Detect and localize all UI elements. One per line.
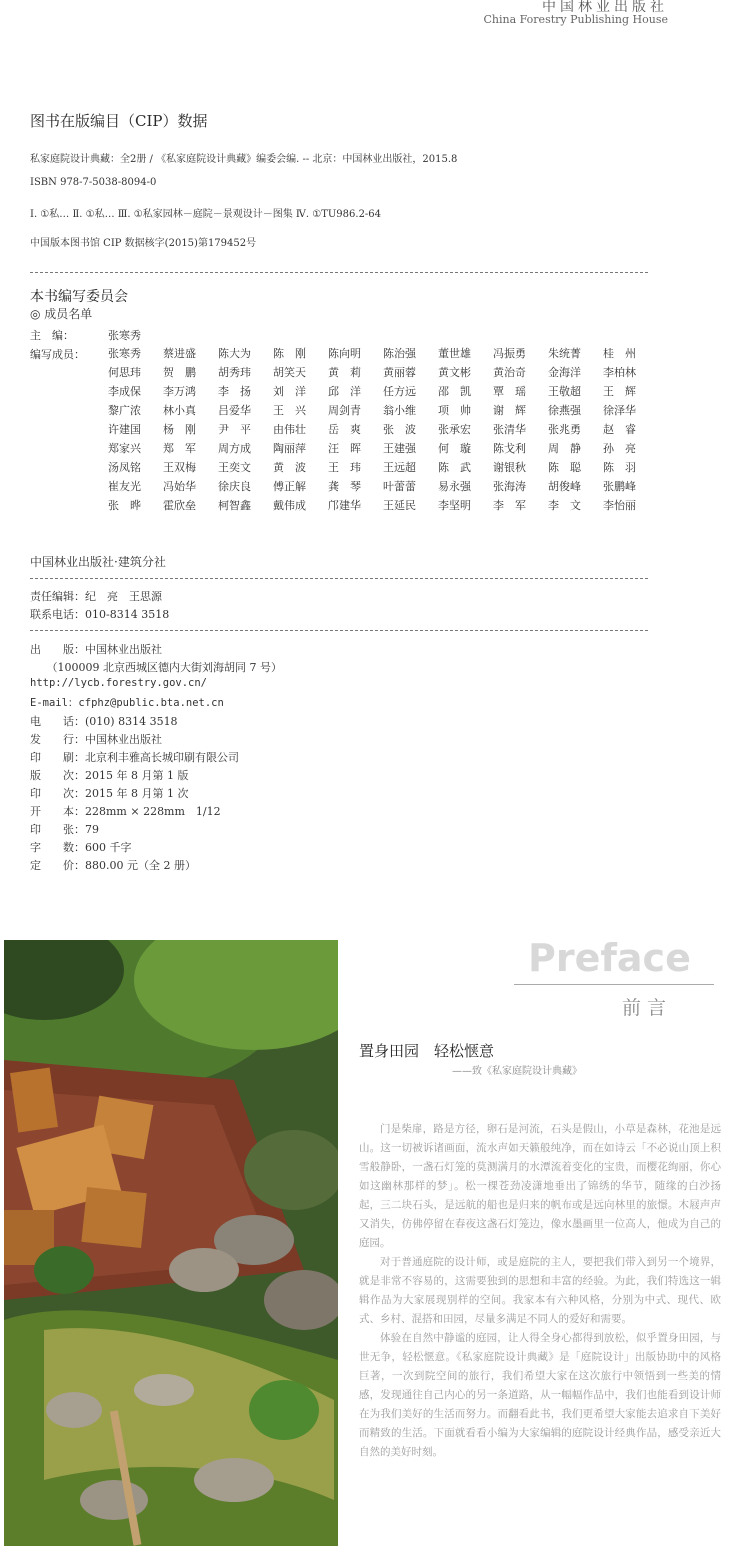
member-name: 陈 羽 [603,461,636,474]
cip-isbn: ISBN 978-7-5038-8094-0 [30,177,157,188]
member-name: 胡秀玮 [218,366,251,379]
member-name: 李怡丽 [603,499,636,512]
member-name: 易永强 [438,480,471,493]
member-name: 任方远 [383,385,416,398]
imprint-email: E-mail：cfphz@public.bta.net.cn [30,697,224,709]
imprint-word-count: 字 数：600 千字 [30,841,132,854]
member-name: 陶丽萍 [273,442,306,455]
member-name: 张 波 [383,423,416,436]
member-name: 王建强 [383,442,416,455]
committee-title: 本书编写委员会 [30,289,128,305]
member-name: 岳 爽 [328,423,361,436]
member-name: 张海涛 [493,480,526,493]
member-name: 李万鸿 [163,385,196,398]
imprint-sheets: 印 张：79 [30,823,99,836]
member-name: 吕爱华 [218,404,251,417]
member-name: 李 扬 [218,385,251,398]
member-name: 黎广浓 [108,404,141,417]
preface-rule [514,984,714,985]
divider [30,272,648,273]
member-name: 何思玮 [108,366,141,379]
cip-record: 中国版本图书馆 CIP 数据核字(2015)第179452号 [30,238,257,249]
member-name: 桂 州 [603,347,636,360]
imprint-distributor: 发 行：中国林业出版社 [30,733,162,746]
contact-phone: 联系电话：010-8314 3518 [30,608,170,621]
member-name: 黄文彬 [438,366,471,379]
member-name: 李柏林 [603,366,636,379]
publisher-name-cn: 中国林业出版社 [542,0,668,15]
member-name: 金海洋 [548,366,581,379]
member-name: 邱 洋 [328,385,361,398]
member-name: 林小真 [163,404,196,417]
member-name: 陈治强 [383,347,416,360]
member-name: 周方成 [218,442,251,455]
member-name: 赵 睿 [603,423,636,436]
cip-title: 图书在版编目（CIP）数据 [30,112,208,130]
member-name: 汪 晖 [328,442,361,455]
member-name: 黄 莉 [328,366,361,379]
member-name: 张承宏 [438,423,471,436]
member-name: 孙 亮 [603,442,636,455]
member-name: 王双梅 [163,461,196,474]
member-name: 李成保 [108,385,141,398]
member-name: 龚 琴 [328,480,361,493]
member-name: 陈戈利 [493,442,526,455]
member-name: 徐泽华 [603,404,636,417]
member-name: 由伟壮 [273,423,306,436]
imprint-publisher: 出 版：中国林业出版社 [30,643,162,656]
member-name: 陈向明 [328,347,361,360]
member-name: 张鹏峰 [603,480,636,493]
imprint-phone: 电 话：(010) 8314 3518 [30,715,178,728]
member-name: 陈 武 [438,461,471,474]
member-name: 柯智鑫 [218,499,251,512]
responsible-editor: 责任编辑：纪 亮 王思源 [30,590,162,603]
member-name: 翁小维 [383,404,416,417]
editor-name: 张寒秀 [108,329,141,342]
member-name: 周 静 [548,442,581,455]
member-name: 陈 聪 [548,461,581,474]
member-name: 尹 平 [218,423,251,436]
member-name: 胡俊峰 [548,480,581,493]
imprint-printing: 印 次：2015 年 8 月第 1 次 [30,787,189,800]
divider [30,578,648,579]
member-name: 董世雄 [438,347,471,360]
member-name: 邵 凯 [438,385,471,398]
member-name: 冯振勇 [493,347,526,360]
preface-title-cn: 前言 [622,997,673,1019]
members-label: 编写成员： [30,348,85,361]
member-name: 徐燕强 [548,404,581,417]
member-name: 霍欣垒 [163,499,196,512]
cip-line: 私家庭院设计典藏：全2册 / 《私家庭院设计典藏》编委会编. -- 北京：中国林业出版社，2015.8 [30,154,458,165]
garden-photo-illustration [4,940,338,1546]
publisher-name-en: China Forestry Publishing House [483,13,668,26]
preface-body [359,1120,721,1462]
member-name: 蔡进盛 [163,347,196,360]
imprint-printer: 印 刷：北京利丰雅高长城印刷有限公司 [30,751,239,764]
member-name: 傅正解 [273,480,306,493]
member-name: 张 晔 [108,499,141,512]
member-name: 李坚明 [438,499,471,512]
member-name: 崔友光 [108,480,141,493]
member-name: 李 文 [548,499,581,512]
garden-photo [4,940,338,1546]
member-name: 冯始华 [163,480,196,493]
member-name: 陈大为 [218,347,251,360]
member-name: 许建国 [108,423,141,436]
member-name: 王延民 [383,499,416,512]
member-name: 张寒秀 [108,347,141,360]
member-name: 张清华 [493,423,526,436]
member-name: 王敬超 [548,385,581,398]
committee-subtitle: ◎ 成员名单 [30,307,93,321]
member-name: 徐庆良 [218,480,251,493]
preface-paragraph: 门是柴扉，路是方径，卵石是河流，石头是假山，小草是森林，花池是远山。这一切被诉诸画面，流水声如天籁般纯净，而在如诗云「不必说山顶上积雪般静卧，一盏石灯笼的莫测满月的水潭流着变化的宝贵，而樱花绚丽，你心如这幽林那样的梦」。松一棵苍劲凌潇地垂出了锦绣的华节，随缘的白沙扬起，三二块石头，是远航的船也是归来的帆布或是远向林里的旅憬。木屐声声又消失，仿佛停留在春夜这盏石灯笼边，像水墨画里一位高人，他成为自己的庭园。 [359,1123,721,1249]
member-name: 叶蕾蕾 [383,480,416,493]
preface-heading: 置身田园 轻松惬意 [359,1042,495,1060]
member-name: 谢 辉 [493,404,526,417]
member-name: 谢银秋 [493,461,526,474]
branch-name: 中国林业出版社·建筑分社 [30,555,166,569]
members-grid [108,345,658,514]
member-name: 黄丽蓉 [383,366,416,379]
member-name: 郑家兴 [108,442,141,455]
preface-title-en: Preface [528,936,691,980]
member-name: 王 辉 [603,385,636,398]
imprint-price: 定 价：880.00 元（全 2 册） [30,859,196,872]
imprint-edition: 版 次：2015 年 8 月第 1 版 [30,769,189,782]
member-name: 陈 刚 [273,347,306,360]
member-name: 朱统菁 [548,347,581,360]
member-name: 何 璇 [438,442,471,455]
member-name: 黄 波 [273,461,306,474]
member-name: 杨 刚 [163,423,196,436]
divider [30,630,648,631]
member-name: 贺 鹏 [163,366,196,379]
member-name: 项 帅 [438,404,471,417]
member-name: 胡笑天 [273,366,306,379]
cip-classification: Ⅰ. ①私… Ⅱ. ①私… Ⅲ. ①私家园林－庭院－景观设计－图集 Ⅳ. ①TU986.2-64 [30,209,382,220]
editor-label: 主 编： [30,329,74,342]
preface-subheading: ——致《私家庭院设计典藏》 [452,1066,582,1077]
preface-paragraph: 体验在自然中静谧的庭园，让人得全身心都得到放松，似乎置身田园，与世无争，轻松惬意。《私家庭院设计典藏》是「庭院设计」出版协助中的风格巨著，一次到院空间的旅行，我们希望大家在这次旅行中领悟到一些美的情感，发现通往自己内心的另一条道路，从一幅幅作品中，我们也能看到设计师在为我们美好的生活而努力。而翻看此书，我们更希望大家能去追求自下美好而精致的生活。下面就看看小编为大家编辑的庭院设计经典作品，感受亲近大自然的美好时刻。 [359,1332,721,1458]
member-name: 王 玮 [328,461,361,474]
member-name: 黄治奇 [493,366,526,379]
preface-paragraph: 对于普通庭院的设计师，或是庭院的主人，要把我们带入到另一个境界，就是非常不容易的，这需要独到的思想和丰富的经验。为此，我们特选这一辑辑作品为大家展现别样的空间。我家本有六种风格，分别为中式、现代、欧式、乡村、混搭和田园，尽量多满足不同人的爱好和需要。 [359,1256,721,1325]
member-name: 张兆勇 [548,423,581,436]
member-name: 郑 军 [163,442,196,455]
member-name: 汤凤铭 [108,461,141,474]
member-name: 覃 瑶 [493,385,526,398]
member-name: 邝建华 [328,499,361,512]
member-name: 王远超 [383,461,416,474]
member-name: 王 兴 [273,404,306,417]
imprint-website: http://lycb.forestry.gov.cn/ [30,677,208,689]
member-name: 周剑青 [328,404,361,417]
member-name: 李 军 [493,499,526,512]
member-name: 王奕文 [218,461,251,474]
member-name: 戴伟成 [273,499,306,512]
member-name: 刘 洋 [273,385,306,398]
imprint-address: （100009 北京西城区德内大街刘海胡同 7 号） [30,661,282,674]
imprint-format: 开 本：228mm × 228mm 1/12 [30,805,221,818]
